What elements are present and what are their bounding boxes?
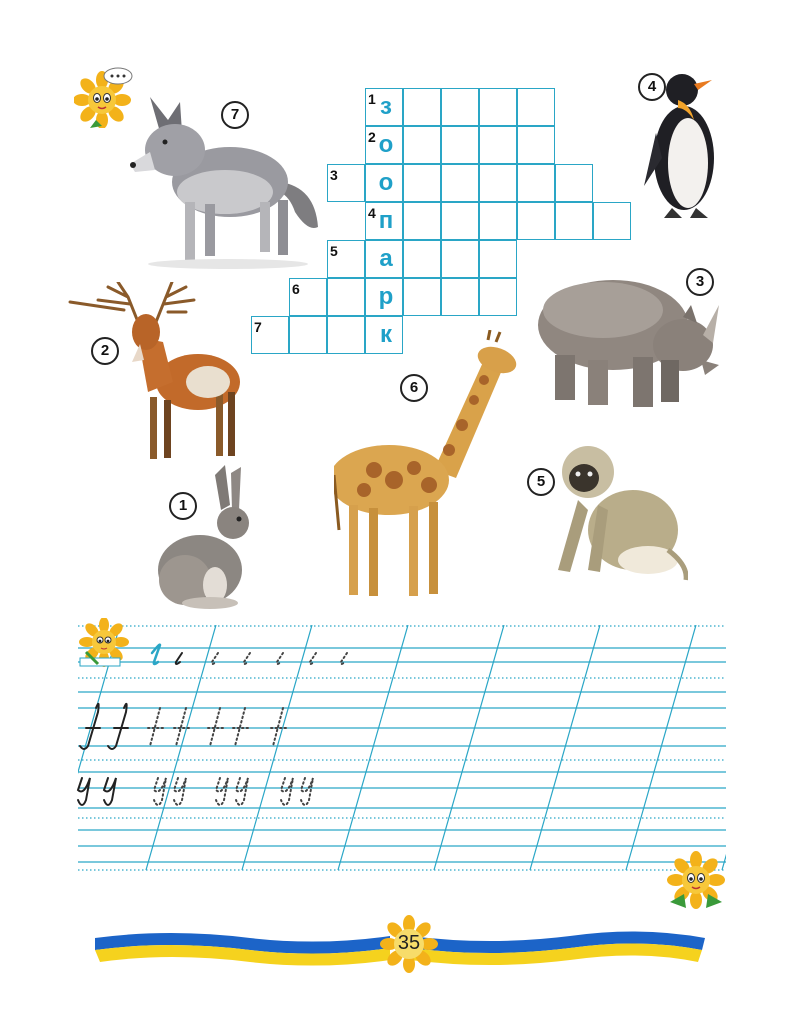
crossword-cell[interactable] <box>289 316 327 354</box>
crossword-cell[interactable] <box>403 88 441 126</box>
crossword-keyword-letter: п <box>378 207 394 234</box>
crossword-cell[interactable] <box>479 240 517 278</box>
crossword-cell[interactable] <box>555 164 593 202</box>
crossword-keyword-letter: р <box>378 283 394 310</box>
crossword-keyword-letter: к <box>379 321 392 348</box>
crossword-cell[interactable] <box>403 164 441 202</box>
page-number: 35 <box>397 932 421 954</box>
crossword-cell[interactable] <box>327 278 365 316</box>
crossword-cell[interactable] <box>403 202 441 240</box>
crossword-clue-number: 7 <box>254 319 262 335</box>
crossword-cell[interactable] <box>403 126 441 164</box>
crossword-cell[interactable] <box>479 278 517 316</box>
crossword-cell[interactable] <box>479 164 517 202</box>
crossword-cell[interactable] <box>479 88 517 126</box>
crossword-cell[interactable] <box>441 164 479 202</box>
crossword-cell[interactable] <box>441 278 479 316</box>
giraffe-image <box>334 330 519 600</box>
crossword-clue-number: 1 <box>368 91 376 107</box>
crossword-cell[interactable] <box>403 240 441 278</box>
crossword-clue-number: 4 <box>368 205 376 221</box>
crossword-clue-number: 5 <box>330 243 338 259</box>
crossword-cell[interactable] <box>441 202 479 240</box>
crossword-cell[interactable] <box>441 240 479 278</box>
cursive-sample-i <box>152 645 160 664</box>
crossword-cell[interactable] <box>403 278 441 316</box>
animal-number-badge: 1 <box>169 492 197 520</box>
animal-number-badge: 7 <box>221 101 249 129</box>
monkey-image <box>548 440 688 590</box>
crossword-cell[interactable] <box>479 126 517 164</box>
crossword-cell[interactable] <box>441 88 479 126</box>
crossword-keyword-letter: з <box>380 93 392 120</box>
crossword-clue-number: 6 <box>292 281 300 297</box>
crossword-cell[interactable] <box>517 202 555 240</box>
crossword-cell[interactable] <box>593 202 631 240</box>
hare-image <box>155 465 267 610</box>
animal-number-badge: 5 <box>527 468 555 496</box>
crossword-keyword-letter: а <box>379 245 393 272</box>
animal-number-badge: 6 <box>400 374 428 402</box>
animal-number-badge: 3 <box>686 268 714 296</box>
crossword-cell[interactable] <box>555 202 593 240</box>
crossword-cell[interactable] <box>441 126 479 164</box>
crossword-cell[interactable] <box>479 202 517 240</box>
crossword-clue-number: 3 <box>330 167 338 183</box>
sunflower-icon <box>664 850 728 910</box>
crossword-cell[interactable] <box>517 126 555 164</box>
crossword-clue-number: 2 <box>368 129 376 145</box>
crossword-cell[interactable] <box>517 164 555 202</box>
crossword-keyword-letter: о <box>378 131 394 158</box>
animal-number-badge: 4 <box>638 73 666 101</box>
crossword-cell[interactable] <box>517 88 555 126</box>
animal-number-badge: 2 <box>91 337 119 365</box>
sunflower-writing-icon <box>76 618 132 670</box>
crossword-keyword-letter: о <box>378 169 394 196</box>
